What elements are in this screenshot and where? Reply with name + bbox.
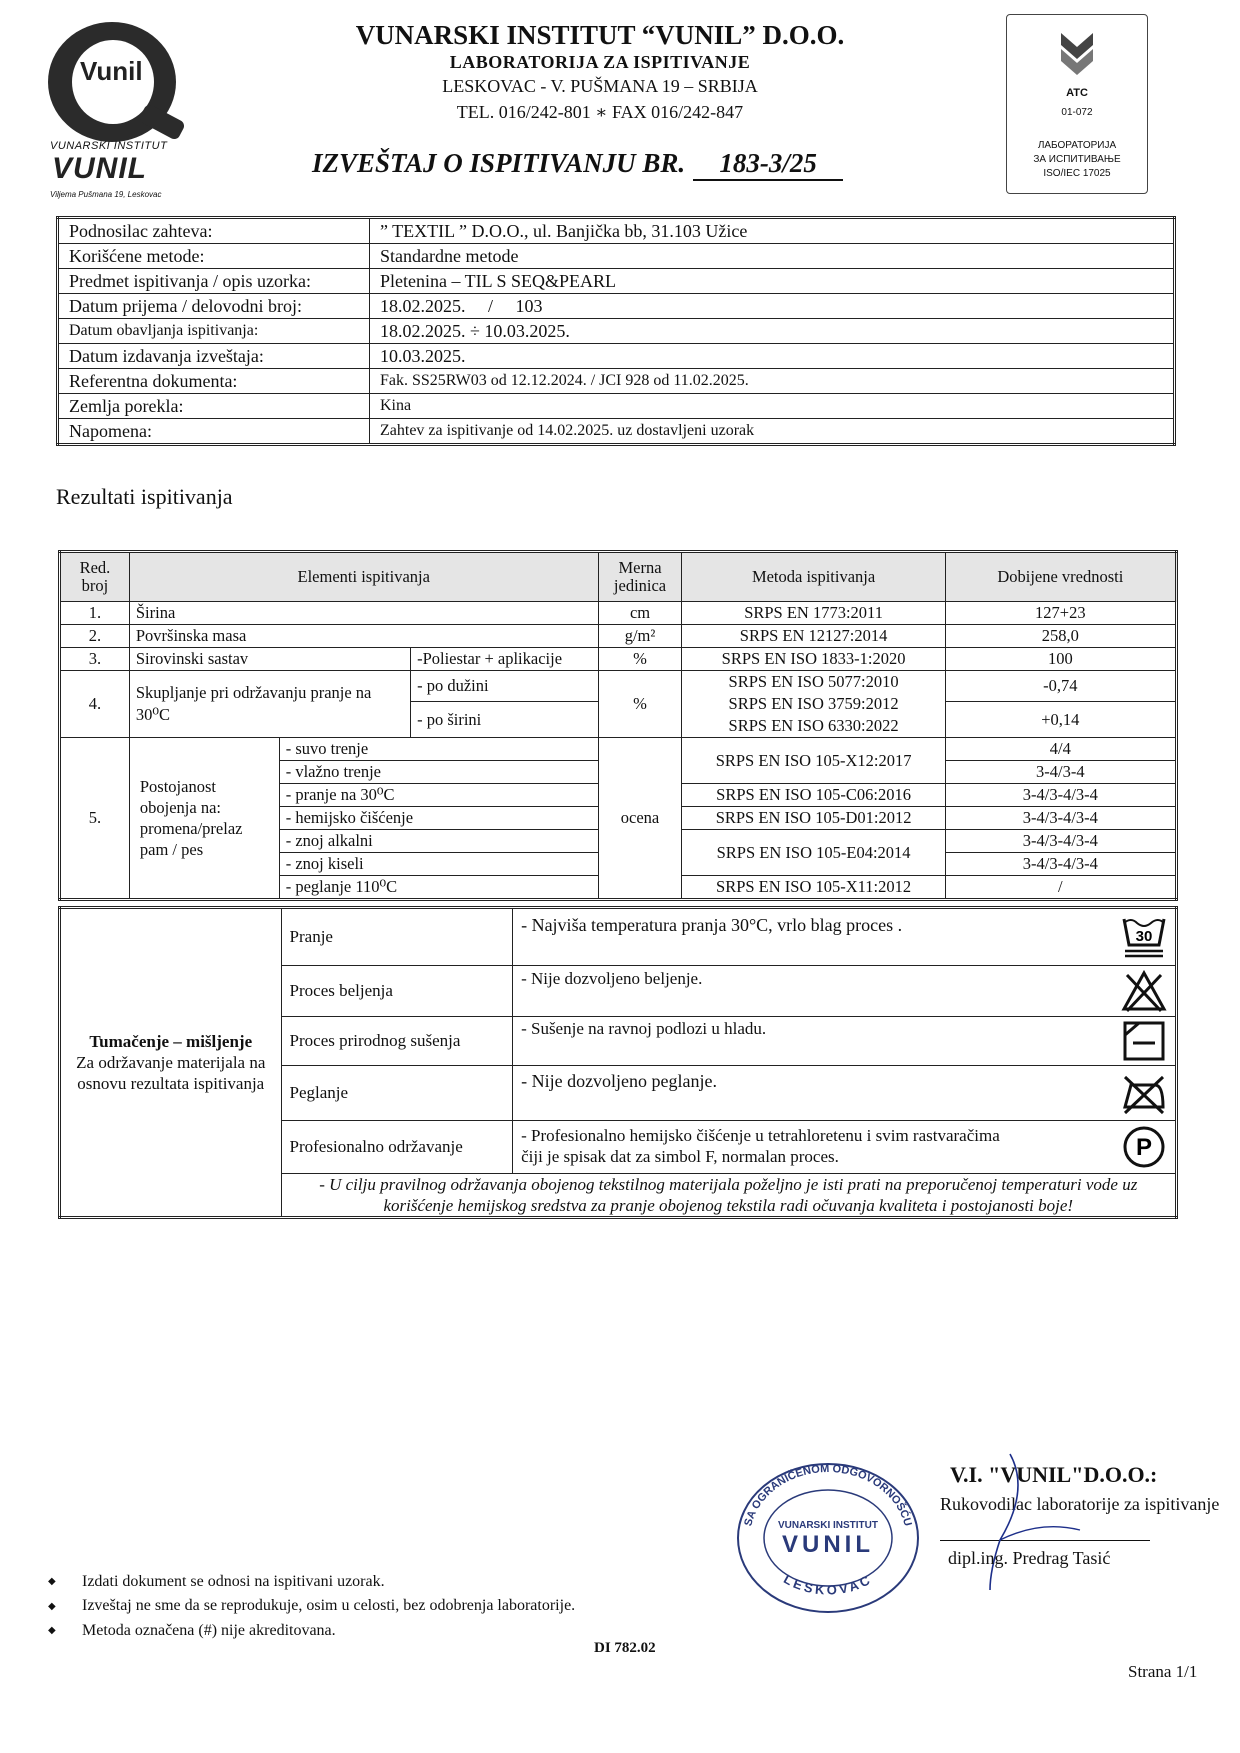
logo-label: VUNARSKI INSTITUT	[50, 140, 168, 152]
table-header-row: Red. broj Elementi ispitivanja Merna jedinica Metoda ispitivanja Dobijene vrednosti	[60, 552, 1177, 602]
no-iron-icon	[1121, 1071, 1167, 1115]
table-row: - hemijsko čišćenje SRPS EN ISO 105-D01:2012 3-4/3-4/3-4	[60, 807, 1177, 830]
list-item: ◆ Izdati dokument se odnosi na ispitivani uzorak.	[48, 1570, 575, 1594]
lab-name: LABORATORIJA ZA ISPITIVANJE	[449, 52, 751, 72]
company-stamp	[728, 1454, 928, 1614]
care-row: Proces prirodnog sušenja - Sušenje na ravnoj podlozi u hladu.	[60, 1017, 1177, 1066]
care-row: Tumačenje – mišljenje Za održavanje materijala na osnovu rezultata ispitivanja Pranje 30 - Najviša temperatura pranja 30°C, vrlo blag proces .	[60, 908, 1177, 966]
request-info-table	[56, 216, 1176, 446]
care-row: Peglanje - Nije dozvoljeno peglanje.	[60, 1066, 1177, 1121]
care-row: Proces beljenja - Nije dozvoljeno beljenje.	[60, 966, 1177, 1017]
table-row: - znoj kiseli 3-4/3-4/3-4	[60, 853, 1177, 876]
signature	[960, 1450, 1110, 1600]
logo-address: Viljema Pušmana 19, Leskovac	[50, 190, 162, 199]
info-row: Korišćene metode: Standardne metode	[58, 244, 1175, 269]
table-row: - peglanje 110⁰C SRPS EN ISO 105-X11:2012 /	[60, 876, 1177, 900]
interpretation-table	[58, 906, 1178, 1219]
atc-code: ATC	[1066, 87, 1088, 99]
accreditation-badge: ATC 01-072 ЛАБОРАТОРИЈА ЗА ИСПИТИВАЊЕ ISO/IEC 17025	[1006, 14, 1148, 194]
professional-clean-p-icon	[1121, 1125, 1167, 1169]
logo-big-text: VUNIL	[52, 152, 147, 185]
table-row: 2. Površinska masa g/m² SRPS EN 12127:2014 258,0	[60, 625, 1177, 648]
document-number: DI 782.02	[594, 1640, 656, 1656]
list-item: ◆ Izveštaj ne sme da se reprodukuje, osim u celosti, bez odobrenja laboratorije.	[48, 1594, 575, 1618]
interpretation-title: Tumačenje – mišljenje	[89, 1032, 253, 1051]
svg-text:VUNARSKI INSTITUT: VUNARSKI INSTITUT	[778, 1520, 878, 1531]
info-row: Datum obavljanja ispitivanja: 18.02.2025. ÷ 10.03.2025.	[58, 319, 1175, 344]
info-row: Referentna dokumenta: Fak. SS25RW03 od 12.12.2024. / JCI 928 od 11.02.2025.	[58, 369, 1175, 394]
svg-text:VUNIL: VUNIL	[782, 1531, 874, 1558]
info-row: Podnosilac zahteva: ” TEXTIL ” D.O.O., ul. Banjička bb, 31.103 Užice	[58, 218, 1175, 244]
care-row: Profesionalno održavanje P - Profesionalno hemijsko čišćenje u tetrahloretenu i svim rastvaračima čiji je spisak dat za simbol F, normalan proces.	[60, 1121, 1177, 1174]
table-row: - vlažno trenje 3-4/3-4	[60, 761, 1177, 784]
table-row: - znoj alkalni SRPS EN ISO 105-E04:2014 3-4/3-4/3-4	[60, 830, 1177, 853]
svg-text:LESKOVAC: LESKOVAC	[781, 1571, 875, 1598]
no-bleach-icon	[1121, 969, 1167, 1013]
table-row: 1. Širina cm SRPS EN 1773:2011 127+23	[60, 602, 1177, 625]
table-row: - po širini +0,14	[60, 702, 1177, 738]
footnotes	[48, 1570, 575, 1643]
signer-name: dipl.ing. Predrag Tasić	[948, 1548, 1111, 1568]
results-table	[58, 550, 1178, 901]
signer-role: Rukovodilac laboratorije za ispitivanje	[940, 1494, 1220, 1514]
organization-name: V.I. "VUNIL"D.O.O.:	[950, 1462, 1158, 1487]
report-number: 183-3/25	[693, 148, 843, 181]
lab-contact: TEL. 016/242-801 ∗ FAX 016/242-847	[456, 102, 744, 122]
svg-text:SA OGRANIČENOM ODGOVORNOŠĆU: SA OGRANIČENOM ODGOVORNOŠĆU	[742, 1462, 914, 1528]
institute-name: VUNARSKI INSTITUT “VUNIL” D.O.O.	[355, 20, 845, 50]
info-row: Predmet ispitivanja / opis uzorka: Pletenina – TIL S SEQ&PEARL	[58, 269, 1175, 294]
care-note: - U cilju pravilnog održavanja obojenog tekstilnog materijala poželjno je isti prati na preporučenoj temperaturi vode uz korišćenje hemijskog sredstva za pranje obojenog tekstila radi očuvanja kvaliteta i postojanosti boje!	[281, 1174, 1176, 1218]
list-item: ◆ Metoda označena (#) nije akreditovana.	[48, 1619, 575, 1643]
interpretation-subtitle: Za održavanje materijala na osnovu rezultata ispitivanja	[76, 1053, 266, 1093]
info-row: Datum izdavanja izveštaja: 10.03.2025.	[58, 344, 1175, 369]
svg-text:P: P	[1135, 1134, 1153, 1161]
dry-flat-shade-icon	[1121, 1019, 1167, 1063]
info-row: Zemlja porekla: Kina	[58, 394, 1175, 419]
table-row: 4. Skupljanje pri održavanju pranje na 30⁰C - po dužini % SRPS EN ISO 5077:2010 SRPS EN ISO 3759:2012 SRPS EN ISO 6330:2022 -0,74	[60, 671, 1177, 702]
lab-address: LESKOVAC - V. PUŠMANA 19 – SRBIJA	[442, 76, 758, 96]
table-row: 5. Postojanost obojenja na: promena/prelaz pam / pes - suvo trenje ocena SRPS EN ISO 105-X12:2017 4/4	[60, 738, 1177, 761]
results-title: Rezultati ispitivanja	[56, 484, 233, 509]
atc-logo-icon	[1055, 25, 1099, 81]
logo-text: Vunil	[80, 56, 143, 86]
info-row: Datum prijema / delovodni broj: 18.02.2025. / 103	[58, 294, 1175, 319]
svg-text:30: 30	[1135, 928, 1153, 945]
wash-30-icon	[1121, 915, 1167, 959]
info-row: Napomena: Zahtev za ispitivanje od 14.02.2025. uz dostavljeni uzorak	[58, 419, 1175, 445]
report-title: IZVEŠTAJ O ISPITIVANJU BR. 183-3/25	[312, 148, 843, 181]
table-row: - pranje na 30⁰C SRPS EN ISO 105-C06:2016 3-4/3-4/3-4	[60, 784, 1177, 807]
atc-number: 01-072	[1061, 107, 1093, 118]
page-number: Strana 1/1	[1128, 1662, 1198, 1681]
table-row: 3. Sirovinski sastav -Poliestar + aplikacije % SRPS EN ISO 1833-1:2020 100	[60, 648, 1177, 671]
